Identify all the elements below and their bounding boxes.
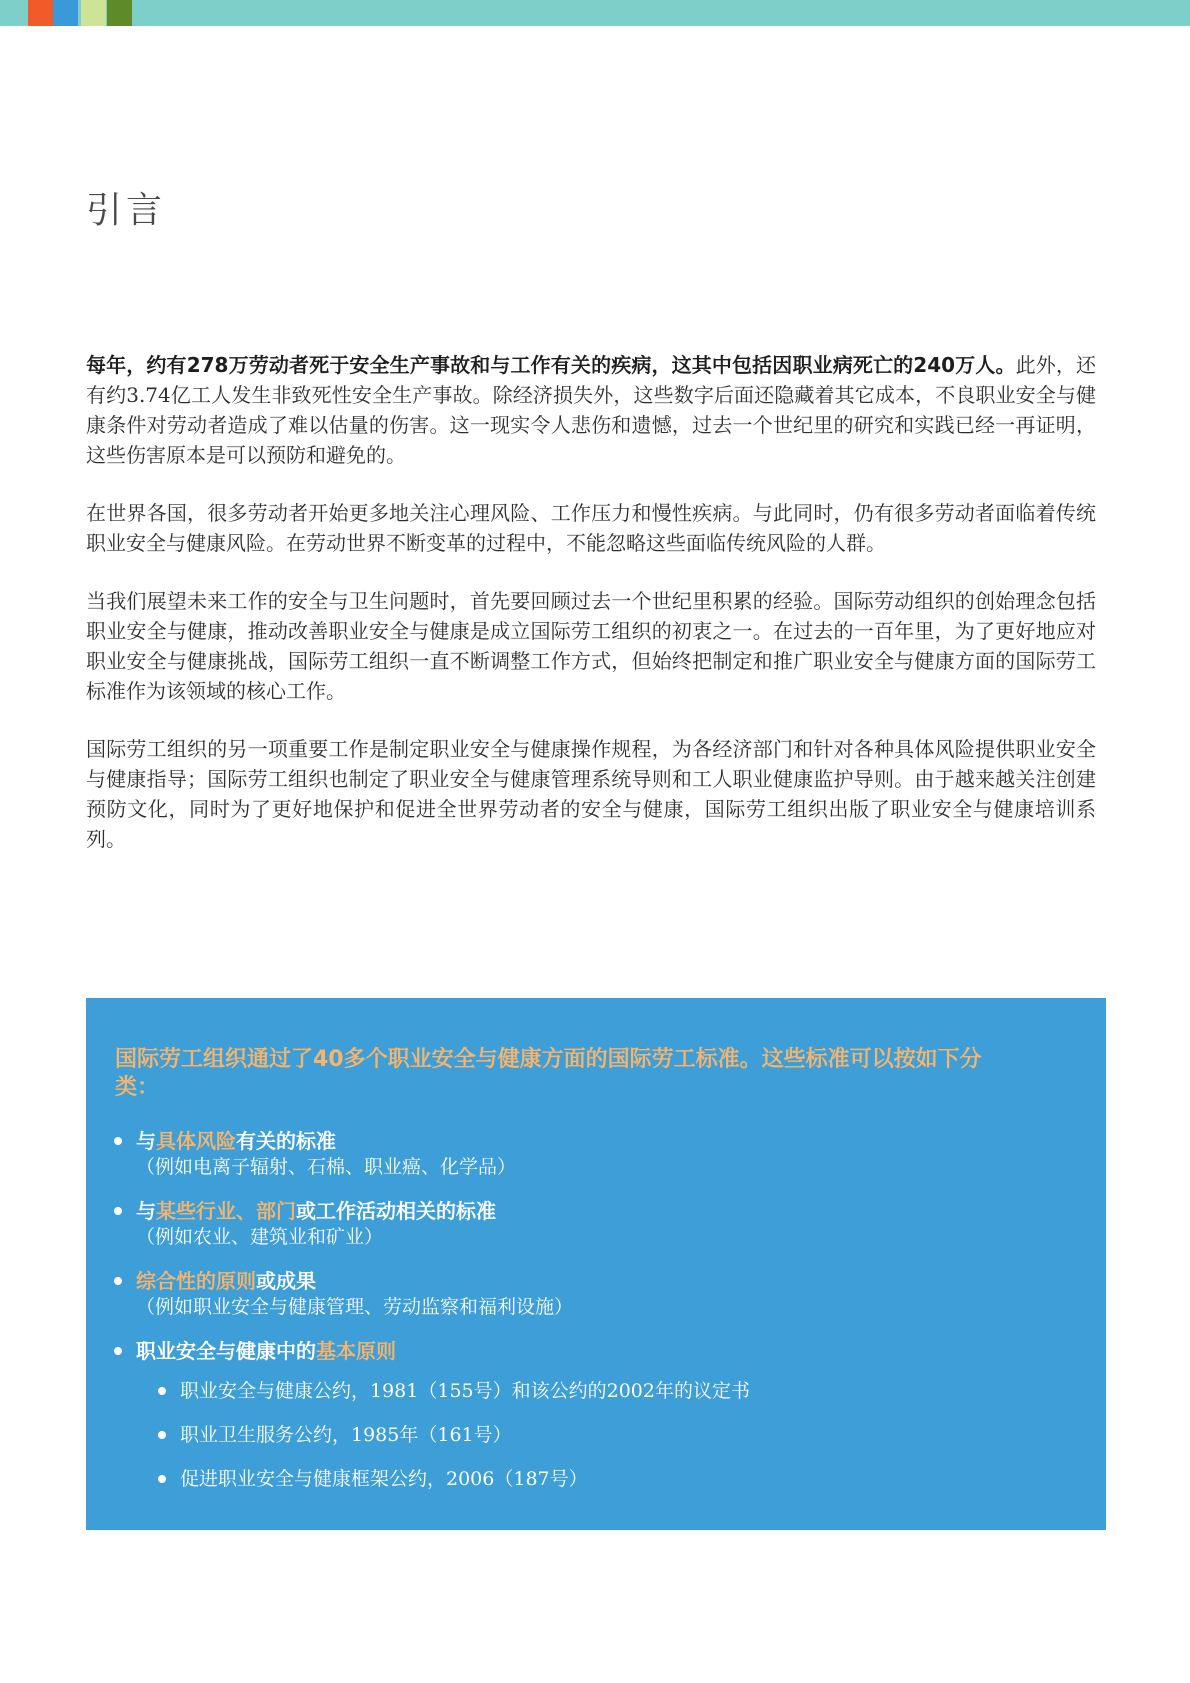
category-3-post: 或成果	[256, 1269, 316, 1293]
standards-box	[86, 998, 1106, 1530]
standards-heading: 国际劳工组织通过了40多个职业安全与健康方面的国际劳工标准。这些标准可以按如下分类：	[115, 1047, 982, 1100]
color-swatch-lightgreen	[81, 0, 106, 26]
category-1-pre: 与	[136, 1129, 156, 1153]
category-1-highlight: 具体风险	[156, 1129, 236, 1153]
category-2-highlight: 某些行业、部门	[156, 1199, 296, 1223]
category-1-post: 有关的标准	[236, 1129, 336, 1153]
category-4-pre: 职业安全与健康中的	[136, 1339, 316, 1363]
color-swatch-blue	[53, 0, 78, 26]
category-4-title	[136, 1338, 1074, 1364]
paragraph-1	[86, 350, 1096, 470]
convention-item: 职业卫生服务公约，1985年（161号）	[158, 1422, 1074, 1448]
standard-category-1	[114, 1128, 1074, 1180]
standards-list	[114, 1128, 1074, 1510]
paragraph-1-lead: 每年，约有278万劳动者死于安全生产事故和与工作有关的疾病，这其中包括因职业病死亡的240万人。	[86, 353, 1016, 377]
paragraph-4: 国际劳工组织的另一项重要工作是制定职业安全与健康操作规程，为各经济部门和针对各种具体风险提供职业安全与健康指导；国际劳工组织也制定了职业安全与健康管理系统导则和工人职业健康监护导则。由于越来越关注创建预防文化，同时为了更好地保护和促进全世界劳动者的安全与健康，国际劳工组织出版了职业安全与健康培训系列。	[86, 737, 1096, 851]
convention-item: 职业安全与健康公约，1981（155号）和该公约的2002年的议定书	[158, 1378, 1074, 1404]
category-3-examples: （例如职业安全与健康管理、劳动监察和福利设施）	[136, 1296, 574, 1318]
standard-category-4	[114, 1338, 1074, 1492]
category-1-title	[136, 1128, 1074, 1154]
category-4-highlight: 基本原则	[316, 1339, 396, 1363]
page-title: 引言	[86, 190, 167, 231]
paragraph-3: 当我们展望未来工作的安全与卫生问题时，首先要回顾过去一个世纪里积累的经验。国际劳动组织的创始理念包括职业安全与健康，推动改善职业安全与健康是成立国际劳工组织的初衷之一。在过去的一百年里，为了更好地应对职业安全与健康挑战，国际劳工组织一直不断调整工作方式，但始终把制定和推广职业安全与健康方面的国际劳工标准作为该领域的核心工作。	[86, 589, 1096, 703]
standard-category-3	[114, 1268, 1074, 1320]
category-3-title	[136, 1268, 1074, 1294]
standard-category-2	[114, 1198, 1074, 1250]
paragraph-2: 在世界各国，很多劳动者开始更多地关注心理风险、工作压力和慢性疾病。与此同时，仍有很多劳动者面临着传统职业安全与健康风险。在劳动世界不断变革的过程中，不能忽略这些面临传统风险的人群。	[86, 501, 1096, 555]
intro-body	[86, 350, 1096, 882]
color-swatch-orange	[28, 0, 53, 26]
color-swatch-darkgreen	[107, 0, 132, 26]
category-2-title	[136, 1198, 1074, 1224]
category-3-highlight: 综合性的原则	[136, 1269, 256, 1293]
category-2-pre: 与	[136, 1199, 156, 1223]
category-2-examples: （例如农业、建筑业和矿业）	[136, 1226, 384, 1248]
convention-item: 促进职业安全与健康框架公约，2006（187号）	[158, 1466, 1074, 1492]
paragraph-1-text: 此外，还有约3.74亿工人发生非致死性安全生产事故。除经济损失外，这些数字后面还隐藏着其它成本，不良职业安全与健康条件对劳动者造成了难以估量的伤害。这一现实令人悲伤和遗憾，过去一个世纪里的研究和实践已经一再证明，这些伤害原本是可以预防和避免的。	[86, 353, 1097, 467]
category-2-post: 或工作活动相关的标准	[296, 1199, 496, 1223]
category-1-examples: （例如电离子辐射、石棉、职业癌、化学品）	[136, 1156, 517, 1178]
top-color-bar	[0, 0, 1190, 26]
fundamental-conventions-list	[136, 1378, 1074, 1492]
